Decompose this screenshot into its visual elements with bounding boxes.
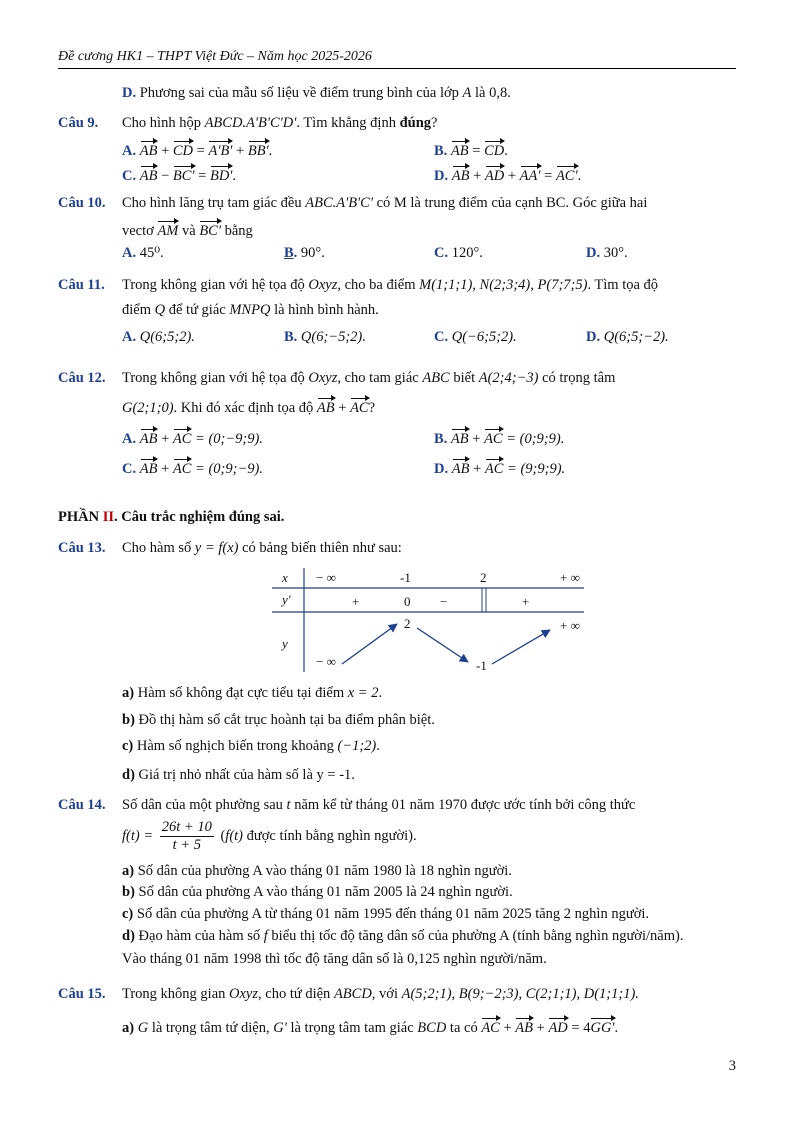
q9-text-a: Cho hình hộp bbox=[122, 115, 201, 131]
q12-text-d: có trọng tâm bbox=[542, 370, 616, 386]
question-11-line1 bbox=[122, 276, 658, 294]
statement-end: . bbox=[614, 1020, 619, 1036]
statement-text: Giá trị nhỏ nhất của hàm số là y = -1. bbox=[138, 767, 355, 783]
option-value: Q(6;5;2). bbox=[139, 329, 195, 345]
q14-statement-b bbox=[122, 883, 513, 901]
statement-label: c) bbox=[122, 906, 134, 922]
q14-statement-d bbox=[122, 927, 683, 945]
q13-statement-c bbox=[122, 737, 380, 755]
q12-qmark: ? bbox=[368, 400, 376, 416]
option-value: 30°. bbox=[603, 245, 628, 261]
var-t: t bbox=[286, 797, 291, 813]
q9-option-a: A. AB + CD = A'B' + BB'. bbox=[122, 139, 272, 160]
vector-bc-prime: BC' bbox=[199, 219, 221, 240]
page-header: Đề cương HK1 – THPT Việt Đức – Năm học 2025-2026 bbox=[58, 49, 372, 64]
statement-text-c: ta có bbox=[449, 1020, 478, 1036]
option-value: 120°. bbox=[451, 245, 483, 261]
q14-statement-a bbox=[122, 862, 512, 880]
x-val-3: 2 bbox=[480, 570, 487, 585]
q10-option-c bbox=[434, 244, 483, 262]
q15-text-a: Trong không gian bbox=[122, 986, 226, 1002]
option-value: Q(−6;5;2). bbox=[451, 329, 517, 345]
option-label: D. bbox=[586, 329, 601, 345]
q13-text-b: có bảng biến thiên như sau: bbox=[242, 540, 402, 556]
q12-option-a: A. AB + AC = (0;−9;9). bbox=[122, 427, 263, 448]
question-15-line1 bbox=[122, 985, 639, 1003]
q11-option-b bbox=[284, 328, 366, 346]
option-label: B. bbox=[434, 143, 448, 159]
option-text: Phương sai của mẫu số liệu về điểm trung bình của lớp bbox=[139, 85, 459, 101]
question-14-label: Câu 14. bbox=[58, 797, 106, 813]
row-yprime-label: y' bbox=[282, 592, 291, 607]
question-14-line1 bbox=[122, 796, 635, 814]
q10-option-b bbox=[284, 244, 325, 262]
q11-text-c: . Tìm tọa độ bbox=[587, 277, 659, 293]
q15-points: A(5;2;1), B(9;−2;3), C(2;1;1), D(1;1;1). bbox=[401, 986, 639, 1002]
q12-option-d: D. AB + AC = (9;9;9). bbox=[434, 457, 565, 478]
fraction-denominator: t + 5 bbox=[172, 837, 201, 854]
q14-statement-d-line2: Vào tháng 01 năm 1998 thì tốc độ tăng dân số là 0,125 nghìn người/năm. bbox=[122, 951, 547, 967]
statement-label: d) bbox=[122, 928, 135, 944]
statement-text: Hàm số không đạt cực tiểu tại điểm bbox=[137, 685, 345, 701]
q13-statement-d bbox=[122, 766, 355, 784]
coord-system: Oxyz bbox=[308, 277, 338, 293]
question-13-text bbox=[122, 539, 402, 557]
q15-statement-a: a) G là trọng tâm tứ diện, G' là trọng tâm tam giác BCD ta có AC + AB + AD = 4GG'. bbox=[122, 1016, 618, 1037]
q9-bold: đúng bbox=[399, 115, 432, 131]
triangle-abc: ABC bbox=[422, 370, 450, 386]
question-12-line1 bbox=[122, 369, 615, 387]
q11-option-a bbox=[122, 328, 195, 346]
question-12-label: Câu 12. bbox=[58, 370, 106, 386]
q10-text-a: Cho hình lăng trụ tam giác đều bbox=[122, 195, 302, 211]
q10-text-b: có M là trung điểm của cạnh BC. Góc giữa hai bbox=[376, 195, 648, 211]
formula-note: được tính bằng nghìn người). bbox=[246, 828, 417, 844]
question-11-line2 bbox=[122, 301, 379, 319]
prev-option-d bbox=[122, 84, 511, 102]
quad-mnpq: MNPQ bbox=[229, 302, 271, 318]
x-val-1: − ∞ bbox=[316, 570, 336, 585]
q11-text-f: là hình bình hành. bbox=[274, 302, 379, 318]
statement-text: Số dân của phường A vào tháng 01 năm 2005 là 24 nghìn người. bbox=[138, 884, 513, 900]
option-label: D. bbox=[434, 168, 449, 184]
option-label: B. bbox=[284, 329, 298, 345]
point-g: G(2;1;0) bbox=[122, 400, 174, 416]
q11-text-d: điểm bbox=[122, 302, 151, 318]
arrow-decrease bbox=[417, 628, 468, 662]
sign-3: − bbox=[440, 594, 448, 609]
statement-label: d) bbox=[122, 767, 135, 783]
statement-text: Hàm số nghịch biến trong khoảng bbox=[136, 738, 334, 754]
option-label: A. bbox=[122, 431, 137, 447]
statement-text: Số dân của phường A từ tháng 01 năm 1995 đến tháng 01 năm 2025 tăng 2 nghìn người. bbox=[136, 906, 650, 922]
sign-2: 0 bbox=[404, 594, 411, 609]
q10-vectors-label: vectơ bbox=[122, 223, 154, 239]
q13-statement-b bbox=[122, 711, 435, 729]
x-val-4: + ∞ bbox=[560, 570, 580, 585]
option-tail: là 0,8. bbox=[475, 85, 511, 101]
fraction-numerator: 26t + 10 bbox=[161, 819, 212, 836]
y-val-2: 2 bbox=[404, 616, 411, 631]
statement-label: a) bbox=[122, 863, 135, 879]
option-value: 45⁰. bbox=[139, 245, 164, 261]
formula-fraction bbox=[160, 819, 214, 854]
statement-text: Số dân của phường A vào tháng 01 năm 1980 là 18 nghìn người. bbox=[137, 863, 512, 879]
q9-text-b: . Tìm khẳng định bbox=[296, 115, 396, 131]
q15-text-c: , với bbox=[371, 986, 398, 1002]
question-9-text bbox=[122, 114, 437, 132]
statement-end: . bbox=[378, 685, 383, 701]
point-g: G bbox=[137, 1020, 149, 1036]
part-title: . Câu trắc nghiệm đúng sai. bbox=[114, 509, 285, 525]
q12-option-b: B. AB + AC = (0;9;9). bbox=[434, 427, 564, 448]
plus-sign: + bbox=[338, 400, 347, 416]
option-label-underlined: B bbox=[284, 245, 294, 261]
option-value: 90°. bbox=[300, 245, 325, 261]
q11-option-c bbox=[434, 328, 517, 346]
arrow-increase-1 bbox=[342, 624, 397, 664]
option-value: = (0;9;−9). bbox=[195, 461, 263, 477]
q9-shape: ABCD.A'B'C'D' bbox=[204, 115, 297, 131]
statement-label: b) bbox=[122, 884, 135, 900]
paren-open: ( bbox=[220, 828, 226, 844]
option-label: D. bbox=[122, 85, 137, 101]
option-value: = (9;9;9). bbox=[507, 461, 566, 477]
y-val-1: − ∞ bbox=[316, 654, 336, 669]
option-label: C. bbox=[434, 329, 449, 345]
formula-ft: f(t) bbox=[225, 828, 244, 844]
statement-label: b) bbox=[122, 712, 135, 728]
question-10-line1 bbox=[122, 194, 647, 212]
vector-am: AM bbox=[157, 219, 178, 240]
option-value: = (0;−9;9). bbox=[195, 431, 263, 447]
statement-math: (−1;2) bbox=[337, 738, 377, 754]
question-13-label: Câu 13. bbox=[58, 540, 106, 556]
q10-option-d bbox=[586, 244, 628, 262]
q13-text-a: Cho hàm số bbox=[122, 540, 192, 556]
q10-option-a bbox=[122, 244, 164, 262]
point-q: Q bbox=[154, 302, 166, 318]
function-name: y = f(x) bbox=[194, 540, 239, 556]
statement-text: Đồ thị hàm số cắt trục hoành tại ba điểm phân biệt. bbox=[138, 712, 435, 728]
y-val-3: -1 bbox=[476, 658, 487, 673]
coord-system: Oxyz bbox=[308, 370, 338, 386]
q12-text-b: , cho tam giác bbox=[337, 370, 419, 386]
question-15-label: Câu 15. bbox=[58, 986, 106, 1002]
point-g-prime: G' bbox=[273, 1020, 287, 1036]
q9-option-b: B. AB = CD. bbox=[434, 139, 508, 160]
coord-system: Oxyz bbox=[229, 986, 259, 1002]
statement-math: x = 2 bbox=[347, 685, 379, 701]
option-value: Q(6;−5;2). bbox=[300, 329, 366, 345]
q12-option-c: C. AB + AC = (0;9;−9). bbox=[122, 457, 263, 478]
row-y-label: y bbox=[282, 636, 288, 651]
row-x-label: x bbox=[282, 570, 288, 585]
option-label: D. bbox=[434, 461, 449, 477]
x-val-2: -1 bbox=[400, 570, 411, 585]
statement-text-b: là trọng tâm tam giác bbox=[290, 1020, 414, 1036]
statement-end: . bbox=[376, 738, 380, 754]
part-label: PHẦN bbox=[58, 509, 100, 525]
q11-points: M(1;1;1), N(2;3;4), P(7;7;5) bbox=[419, 277, 588, 293]
q12-text-c: biết bbox=[453, 370, 476, 386]
formula-lhs: f(t) = bbox=[122, 828, 154, 844]
option-dot: . bbox=[293, 245, 298, 261]
q9-option-d: D. AB + AD + AA' = AC'. bbox=[434, 164, 581, 185]
option-label: C. bbox=[122, 461, 137, 477]
option-value: Q(6;5;−2). bbox=[603, 329, 669, 345]
equals-four: = 4 bbox=[571, 1020, 591, 1036]
func-f: f bbox=[263, 928, 268, 944]
q15-text-b: , cho tứ diện bbox=[258, 986, 331, 1002]
sign-1: + bbox=[352, 594, 360, 609]
statement-text: là trọng tâm tứ diện, bbox=[151, 1020, 270, 1036]
statement-text: Đạo hàm của hàm số bbox=[138, 928, 261, 944]
option-label: A. bbox=[122, 143, 137, 159]
question-11-label: Câu 11. bbox=[58, 277, 105, 293]
header-divider bbox=[58, 68, 736, 69]
q10-equals: bằng bbox=[224, 223, 253, 239]
question-10-label: Câu 10. bbox=[58, 195, 106, 211]
q11-option-d bbox=[586, 328, 669, 346]
part-2-heading bbox=[58, 508, 284, 526]
page-number: 3 bbox=[728, 1058, 736, 1074]
question-9-label: Câu 9. bbox=[58, 115, 99, 131]
arrow-increase-2 bbox=[492, 630, 550, 664]
q13-statement-a bbox=[122, 684, 382, 702]
option-label: A. bbox=[122, 245, 137, 261]
statement-label: a) bbox=[122, 1020, 135, 1036]
q14-text-a: Số dân của một phường sau bbox=[122, 797, 283, 813]
part-number: II bbox=[102, 509, 115, 525]
q14-statement-c bbox=[122, 905, 649, 923]
class-var: A bbox=[462, 85, 472, 101]
triangle-bcd: BCD bbox=[417, 1020, 447, 1036]
q11-text-e: để tứ giác bbox=[168, 302, 226, 318]
tetrahedron: ABCD bbox=[333, 986, 372, 1002]
option-label: A. bbox=[122, 329, 137, 345]
option-label: B. bbox=[434, 431, 448, 447]
q11-text-b: , cho ba điểm bbox=[337, 277, 416, 293]
y-val-4: + ∞ bbox=[560, 618, 580, 633]
question-10-line2 bbox=[122, 219, 253, 240]
q10-shape: ABC.A'B'C' bbox=[305, 195, 373, 211]
q11-text-a: Trong không gian với hệ tọa độ bbox=[122, 277, 305, 293]
statement-label: c) bbox=[122, 738, 134, 754]
sign-4: + bbox=[522, 594, 530, 609]
q12-text-e: . Khi đó xác định tọa độ bbox=[173, 400, 314, 416]
statement-text-cont: biểu thị tốc độ tăng dân số của phường A (tính bằng nghìn người/năm). bbox=[271, 928, 684, 944]
option-value: = (0;9;9). bbox=[506, 431, 565, 447]
question-14-formula bbox=[122, 818, 417, 854]
q14-text-b: năm kể từ tháng 01 năm 1970 được ước tính bởi công thức bbox=[294, 797, 636, 813]
variation-table bbox=[272, 568, 586, 674]
option-label: D. bbox=[586, 245, 601, 261]
q9-qmark: ? bbox=[431, 115, 438, 131]
point-a: A(2;4;−3) bbox=[478, 370, 539, 386]
option-label: C. bbox=[122, 168, 137, 184]
question-12-line2: G(2;1;0). Khi đó xác định tọa độ AB + AC? bbox=[122, 396, 375, 417]
q10-and: và bbox=[182, 223, 196, 239]
statement-label: a) bbox=[122, 685, 135, 701]
q9-option-c: C. AB − BC' = BD'. bbox=[122, 164, 236, 185]
option-label: C. bbox=[434, 245, 449, 261]
q12-text-a: Trong không gian với hệ tọa độ bbox=[122, 370, 305, 386]
